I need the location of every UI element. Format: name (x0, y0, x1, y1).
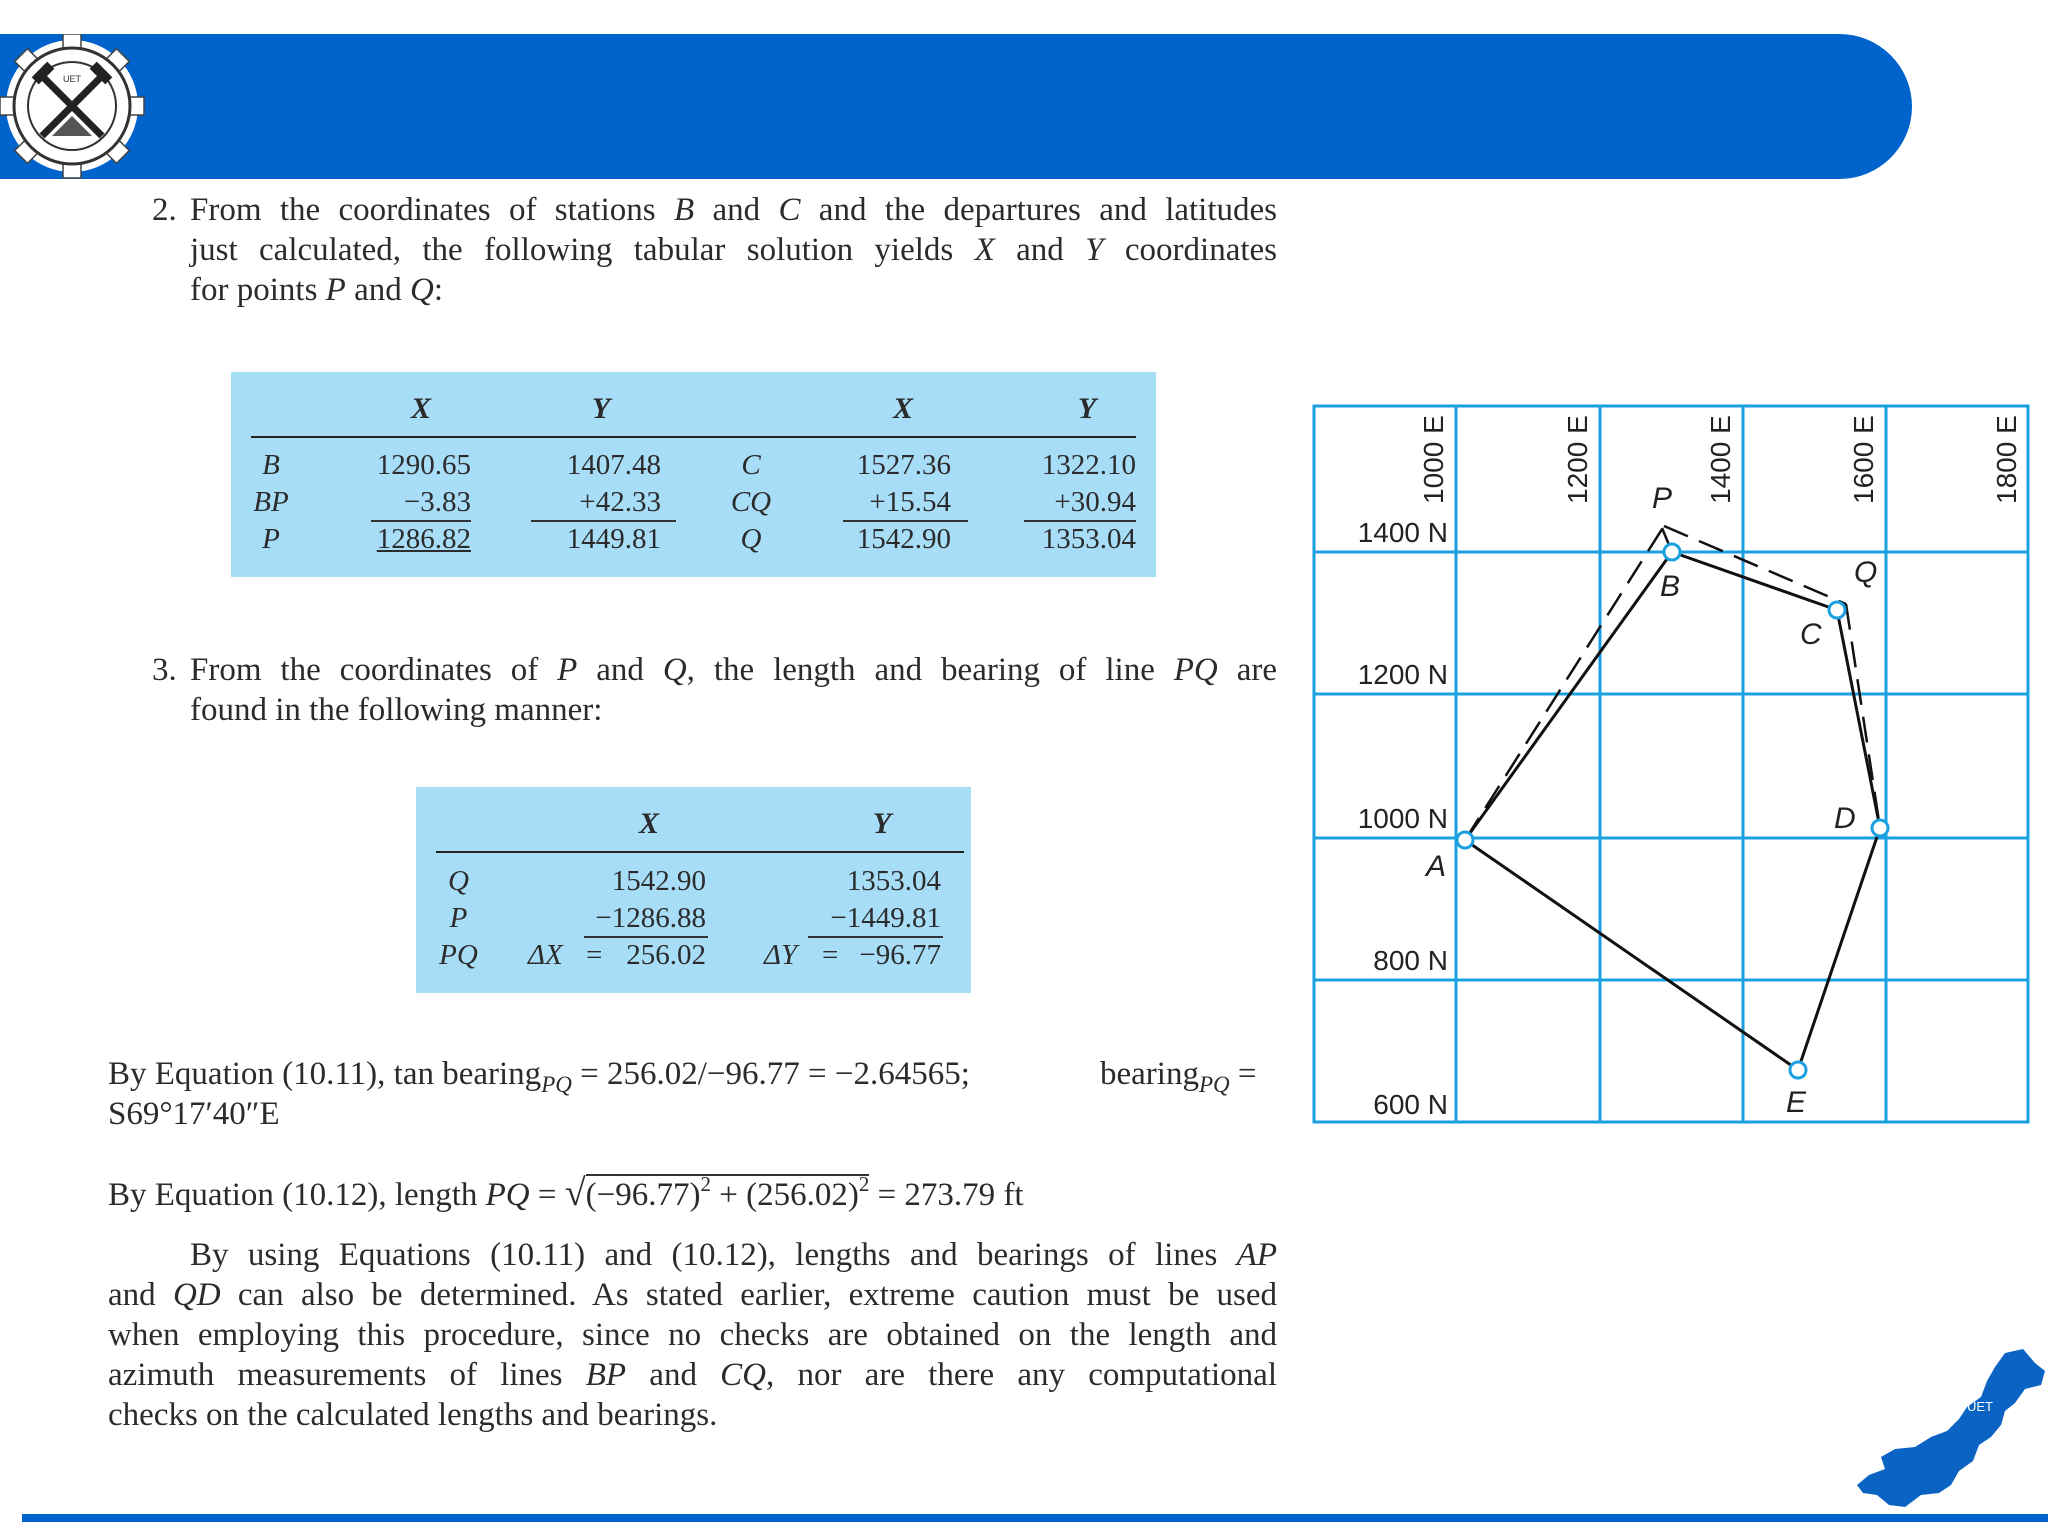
point-label-p: P (1652, 482, 1673, 515)
t1-value: +42.33 (579, 486, 661, 518)
north-label: 1000 N (1357, 803, 1448, 834)
east-label: 1600 E (1848, 415, 1879, 504)
t1-value: 1542.90 (856, 523, 951, 555)
traverse-line-de (1798, 828, 1880, 1070)
pq-difference-table (416, 787, 971, 993)
t1-header-x2: X (892, 392, 913, 425)
station-c-marker (1829, 602, 1845, 618)
t1-value: −3.83 (403, 486, 471, 518)
east-label: 1200 E (1562, 415, 1593, 504)
station-e-marker (1790, 1062, 1806, 1078)
station-b-marker (1664, 544, 1680, 560)
bearing-value: S69°17′40″E (108, 1096, 280, 1132)
t1-value: 1353.04 (1041, 523, 1136, 555)
traverse-line-cd (1837, 610, 1880, 828)
t2-value: 1542.90 (611, 865, 706, 897)
step3-paragraph: 3. From the coordinates of P and Q, the length and bearing of line PQ are found in the following manner: (152, 652, 1277, 728)
footer-line (22, 1514, 2048, 1522)
t1-header-y1: Y (591, 392, 611, 425)
traverse-grid-figure (1312, 404, 2032, 1126)
t1-label: P (262, 523, 280, 555)
step2-number: 2. (152, 192, 177, 228)
t1-label: C (741, 449, 761, 481)
t2-dx-label: ΔX (528, 939, 563, 971)
east-label: 1800 E (1991, 415, 2022, 504)
t2-header-rule (436, 851, 964, 853)
t1-value: 1286.82 (376, 523, 471, 555)
traverse-line-ea (1465, 840, 1798, 1070)
t1-value: +30.94 (1054, 486, 1136, 518)
t1-label: BP (253, 486, 289, 518)
university-seal-logo (0, 34, 145, 179)
length-equation: By Equation (10.12), length PQ = $√(-96.77)^2 + (256.02)^2 = 273.79$ ft (108, 1172, 1024, 1214)
north-label: 600 N (1373, 1089, 1448, 1120)
t1-label: Q (740, 523, 762, 555)
t1-value: 1449.81 (566, 523, 661, 555)
t1-header-y2: Y (1077, 392, 1097, 425)
traverse-line-bc (1672, 552, 1837, 610)
t1-value: 1527.36 (856, 449, 951, 481)
north-label: 1400 N (1357, 517, 1448, 548)
east-label: 1400 E (1705, 415, 1736, 504)
t2-label: PQ (439, 939, 478, 971)
pakistan-map-logo (1855, 1345, 2048, 1515)
map-logo-text: UET (1967, 1399, 1993, 1414)
dashed-line-pq (1664, 526, 1846, 604)
caution-paragraph: By using Equations (10.11) and (10.12), lengths and bearings of lines AP and QD can also be determined. As stated earlier, extreme caution must be used when employing this procedure, since no checks are obtained on the length and azimuth measurements of lines BP and CQ, nor are there any computational checks on the calculated lengths and bearings. (108, 1237, 1277, 1433)
point-label-d: D (1834, 802, 1856, 835)
t2-value: 1353.04 (846, 865, 941, 897)
seal-text: UET (63, 74, 81, 84)
t1-label: CQ (730, 486, 772, 518)
step2-paragraph: 2. From the coordinates of stations B and C and the departures and latitudes just calculated, the following tabular solution yields X and Y coordinates for points P and Q: (152, 192, 1277, 308)
point-label-b: B (1660, 570, 1681, 603)
t2-header-y: Y (872, 807, 892, 840)
point-label-c: C (1800, 618, 1822, 651)
bearing-equation: By Equation (10.11), tan bearing$_{PQ}$ = 256.02/−96.77 = −2.64565; (108, 1056, 970, 1097)
coordinates-table-pq (231, 372, 1156, 577)
east-label: 1000 E (1418, 415, 1449, 504)
t1-value: 1407.48 (566, 449, 661, 481)
step3-number: 3. (152, 652, 177, 688)
dashed-line-ap (1465, 526, 1664, 840)
traverse-line-ab (1465, 552, 1672, 840)
t2-value: −1286.88 (595, 902, 706, 934)
north-label: 800 N (1373, 945, 1448, 976)
t2-value: 256.02 (626, 939, 706, 971)
t2-dy-label: ΔY (764, 939, 798, 971)
point-label-a: A (1426, 850, 1447, 883)
t2-label: Q (448, 865, 469, 897)
t2-value: −96.77 (859, 939, 941, 971)
t1-value: 1290.65 (376, 449, 471, 481)
north-label: 1200 N (1357, 659, 1448, 690)
bearing-equation-result: bearing$_{PQ}$ = (1100, 1056, 1257, 1097)
t2-equals: = (822, 939, 839, 971)
point-label-q: Q (1854, 556, 1878, 589)
t1-header-x1: X (410, 392, 431, 425)
station-d-marker (1872, 820, 1888, 836)
t2-value: −1449.81 (830, 902, 941, 934)
t2-label: P (449, 902, 468, 934)
t2-equals: = (586, 939, 603, 971)
station-a-marker (1457, 832, 1473, 848)
t1-value: +15.54 (869, 486, 951, 518)
t2-header-x: X (638, 807, 659, 840)
point-label-e: E (1786, 1086, 1807, 1119)
t1-value: 1322.10 (1041, 449, 1136, 481)
header-band (0, 34, 1912, 179)
dashed-line-qd (1846, 604, 1880, 828)
sqrt-symbol: √ (564, 1172, 586, 1214)
t1-label: B (262, 449, 280, 481)
t1-header-rule (251, 436, 1136, 438)
